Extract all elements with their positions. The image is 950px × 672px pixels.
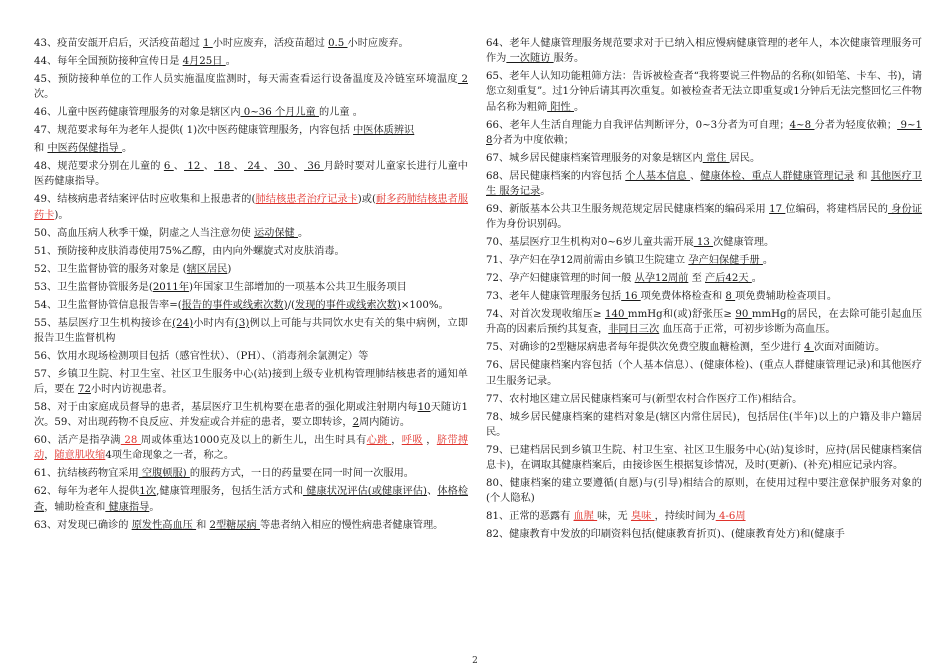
question-text: 74、对首次发现收缩压≥ [486,309,605,321]
question-text: 月龄时要对儿童家长进行儿童中医药健康指导。 [34,161,468,188]
answer-blank: 8 [725,291,736,303]
question-text: 79、已建档居民到乡镇卫生院、村卫生室、社区卫生服务中心(站)复诊时，应持(居民健康档案信息卡)，在调取其健康档案后，由接诊医生根据复诊情况，及时(更新)、(补充)相应记录内容。 [486,444,922,472]
answer-blank: 12 [184,161,204,173]
question-80 [486,476,922,506]
question-text: 76、居民健康档案内容包括（个人基本信息）、(健康体检)、(重点人群健康管理记录)和其他医疗卫生服务记录。 [486,360,922,387]
question-76 [486,358,922,388]
answer-blank: 身份证 [888,204,923,216]
question-text: 46、儿童中医药健康管理服务的对象是辖区内 [34,107,241,119]
question-text: 70、基层医疗卫生机构对0~6岁儿童共需开展 [486,237,694,249]
question-64 [486,36,922,66]
question-text: 项免费辅助检查项目。 [735,291,838,303]
answer-blank: 4-6周 [715,511,746,523]
answer-blank: 2 [352,417,360,429]
question-text: 82、健康教育中发放的印刷资料包括(健康教育折页)、(健康教育处方)和(健康手 [486,529,845,541]
question-text: ， [44,450,55,462]
answer-blank: 9~18 [486,119,922,146]
answer-blank: 10 [417,402,431,414]
answer-blank: 心跳 [366,435,392,447]
answer-blank: 4月25日 [182,56,226,67]
question-text: 53、卫生监督协管服务是( [34,281,153,293]
answer-blank: 健康指导 [105,501,150,513]
question-text: 、 [173,161,185,173]
answer-blank: 常住 [702,152,730,164]
answer-blank: 孕产妇保健手册 [688,255,763,267]
question-44 [34,54,468,69]
question-text: 。 [297,227,309,239]
answer-blank: 健康状况评估(或健康评估) [302,486,427,498]
answer-blank: 其他医疗卫生 服务记录 [486,170,922,198]
answer-blank: 140 [604,309,628,321]
question-text: 、 [203,161,215,173]
question-text: 80、健康档案的建立要遵循(自愿)与(引导)相结合的原则，在使用过程中要注意保护服务对象的(个人隐私) [486,478,922,505]
answer-blank: (24) [172,317,194,329]
page-number: 2 [472,656,478,666]
answer-blank: 一次随访 [506,53,554,65]
question-61 [34,466,468,481]
answer-blank: 产后42天 [705,273,752,285]
question-text: 、 [690,170,701,182]
question-text: 72、孕产妇健康管理的时间一般 [486,273,635,285]
question-text: 43、疫苗安瓿开启后，灭活疫苗超过 [34,38,204,49]
answer-blank: 0~36 个月儿童 [240,107,319,119]
question-text: 项免费体格检查和 [640,291,726,303]
question-text: 。 [573,101,585,113]
answer-blank: 辖区居民 [186,263,228,275]
question-text: 61、抗结核药物宜采用 [34,468,139,480]
question-71 [486,253,922,268]
question-81 [486,509,922,524]
question-75 [486,340,922,355]
answer-blank: 非同日三次 [608,324,660,336]
question-text: 分者为轻度依赖； [814,119,898,131]
answer-blank: 4~8 [789,119,815,131]
answer-blank: 耐多药肺结核患者服药卡 [34,194,469,221]
question-text: 49、结核病患者结案评估时应收集和上报患者的( [34,194,256,206]
question-text: 周或体重达1000克及以上的新生儿，出生时具有 [140,435,367,447]
question-58 [34,400,468,430]
question-text: 的儿童 。 [318,107,363,119]
question-text: 。 [149,501,160,513]
answer-blank: 呼吸 [401,435,423,447]
question-text: /( [287,299,296,311]
question-text: 小时内有 [193,317,235,329]
question-text: 48、规范要求分别在儿童的 [34,161,164,173]
question-text: 和 [196,519,210,531]
answer-blank: 36 [304,161,324,173]
question-text: ，持续时间为 [654,511,716,523]
answer-blank: 运动保健 [253,227,298,239]
question-79 [486,443,922,473]
question-text: 65、老年人认知功能粗筛方法：告诉被检查者“我将要说三件物品的名称(如铅笔、卡车、书)，请您立刻重复”。过1分钟后请其再次重复。如被检查者无法立即重复或1分钟后无法完整回忆三件物品名称为粗筛 [486,71,922,113]
question-text: 次。 [34,89,55,101]
question-text: 分者为中度依赖； [492,134,574,146]
question-57 [34,367,468,397]
question-text: 至 [688,273,706,285]
question-text: 和 [853,170,871,182]
question-77 [486,392,922,407]
question-46 [34,105,468,120]
question-text: 小时内访视患者。 [90,384,173,396]
answer-blank: 随意肌收缩 [54,450,106,462]
left-column [34,36,468,536]
question-text: 50、高血压病人秋季干燥，阴虚之人当注意勿使 [34,227,254,239]
answer-blank: 健康体检、重点人群健康管理记录 [700,170,854,182]
question-text: 、 [293,161,305,173]
question-text: 67、城乡居民健康档案管理服务的对象是辖区内 [486,152,703,164]
answer-blank: 血腥 [573,511,598,523]
question-66 [486,118,922,148]
answer-blank: 肺结核患者治疗记录卡 [255,194,358,206]
question-47b [34,141,468,156]
question-text: ) [227,263,232,275]
question-63 [34,518,468,533]
question-50 [34,226,468,241]
question-text: 。 [751,273,762,285]
question-text: )或( [357,194,376,206]
question-47 [34,123,468,138]
question-text: 、 [427,486,438,498]
question-text: 血压高于正常，可初步诊断为高血压。 [659,324,836,336]
question-62 [34,484,468,514]
answer-blank: 阳性 [547,101,574,113]
question-text: 55、基层医疗卫生机构接诊在 [34,317,173,329]
question-text: 60、活产是指孕满 [34,435,121,447]
question-78 [486,410,922,440]
question-text: 服务。 [553,53,585,65]
answer-blank: 72 [78,384,91,396]
answer-blank: 2型糖尿病 [209,519,260,531]
question-text: 小时应废弃。 [347,38,409,49]
question-55 [34,316,468,346]
answer-blank: 中医体质辨识 [353,125,415,137]
question-text: 54、卫生监督协管信息报告率=( [34,299,182,311]
answer-blank: 中医药保健指导 [47,143,122,155]
answer-blank: 24 [244,161,264,173]
question-text: 69、新版基本公共卫生服务规范规定居民健康档案的编码采用 [486,204,770,216]
answer-blank: 17 [769,204,786,216]
question-text: ， [422,435,437,447]
question-text: 78、城乡居民健康档案的建档对象是(辖区内常住居民)，包括居住(半年)以上的户籍及非户籍居民。 [486,411,922,438]
answer-blank: (3) [234,317,250,329]
question-text: 。 [540,186,551,198]
question-text: 。 [762,255,774,267]
question-text: 次健康管理。 [713,237,775,249]
question-text: 73、老年人健康管理服务包括 [486,291,622,303]
question-text: 例以上可能与共同饮水史有关的集中病例，立即报告卫生监督机构 [34,317,468,344]
question-48 [34,159,468,189]
answer-blank: 16 [621,291,641,303]
question-text: 56、饮用水现场检测项目包括（感官性状）、（PH）、（消毒剂余氯测定）等 [34,350,369,362]
question-text: 周内随访。 [359,417,411,429]
question-text: 45、预防接种单位的工作人员实施温度监测时，每天需查看运行设备温度及冷链室环境温度 [34,74,458,85]
question-text: ， [391,435,402,447]
question-52 [34,262,468,277]
question-60 [34,433,468,463]
question-text: mmHg和(或)舒张压≥ [627,309,736,321]
answer-blank: 0.5 [328,38,348,49]
question-text: mmHg的居民，在去除可能引起血压升高的因素后预约其复查， [486,309,923,336]
question-text: 58、对于由家庭成员督导的患者，基层医疗卫生机构要在患者的强化期或注射期内每 [34,402,418,414]
answer-blank: 报告的事件或线索次数) [181,299,288,311]
question-69 [486,202,922,232]
question-text: 味，无 [597,511,631,523]
question-text: ×100%。 [400,299,449,311]
question-73 [486,289,922,304]
answer-blank: 空腹顿服) [138,468,190,480]
question-text: 居民。 [729,152,761,164]
answer-blank: 4 [804,342,814,354]
question-text: 71、孕产妇在孕12周前需由乡镇卫生院建立 [486,255,689,267]
right-column [486,36,922,545]
question-text: 作为身份识别码。 [486,219,568,231]
question-text: 、 [263,161,275,173]
question-text: 的服药方式，一日的药量要在同一时间一次服用。 [189,468,414,480]
question-72 [486,271,922,286]
question-65 [486,69,922,115]
question-text: 4项生命现象之一者，称之。 [105,450,235,462]
question-text: 小时应废弃，活疫苗超过 [212,38,329,49]
answer-blank: 个人基本信息 [625,170,691,182]
answer-blank: 30 [274,161,294,173]
question-45 [34,72,468,102]
answer-blank: 2 [457,74,468,85]
answer-blank: 发现的事件或线索次数) [295,299,401,311]
question-43 [34,36,468,51]
question-text: 。 [122,143,133,155]
question-text: 。 [225,56,236,67]
answer-blank: 体格检查 [34,486,469,513]
question-text: 75、对确诊的2型糖尿病患者每年提供次免费空腹血糖检测，至少进行 [486,342,805,354]
question-text: 64、老年人健康管理服务规范要求对于已纳入相应慢病健康管理的老年人，本次健康管理服务可作为 [486,38,922,65]
answer-blank: 6 [163,161,174,173]
question-text: 77、农村地区建立居民健康档案可与(新型农村合作医疗工作)相结合。 [486,393,803,405]
question-text: ，辅助检查和 [44,501,106,513]
question-text: 81、正常的恶露有 [486,511,574,523]
answer-blank: 臭味 [630,511,655,523]
question-text: 次面对面随访。 [813,342,886,354]
question-54 [34,298,468,313]
question-text: 68、居民健康档案的内容包括 [486,170,626,182]
question-56 [34,349,468,364]
question-text: 66、老年人生活自理能力自我评估判断评分，0~3分者为可自理； [486,119,790,131]
answer-blank: 90 [735,309,752,321]
question-text: 47、规范要求每年为老年人提供( 1)次中医药健康管理服务，内容包括 [34,125,354,137]
question-text: 52、卫生监督协管的服务对象是 ( [34,263,187,275]
answer-blank: 脐带搏动 [34,435,469,462]
question-text: 57、乡镇卫生院、村卫生室、社区卫生服务中心(站)接到上级专业机构管理肺结核患者的通知单后，要在 [34,368,468,396]
answer-blank: 13 [693,237,714,249]
question-text: 62、每年为老年人提供 [34,486,140,498]
question-text: 51、预防接种皮肤消毒使用75%乙醇，由内向外螺旋式对皮肤消毒。 [34,245,345,257]
question-text: 等患者纳入相应的慢性病患者健康管理。 [260,519,444,531]
question-49 [34,192,468,222]
answer-blank: 1次 [139,486,157,498]
question-82 [486,527,922,542]
answer-blank: 28 [120,435,141,447]
answer-blank: 从孕12周前 [634,273,689,285]
question-text: 位编码，将建档居民的 [785,204,888,216]
question-text: ,健康管理服务，包括生活方式和 [156,486,303,498]
question-text: 63、对发现已确诊的 [34,519,132,531]
question-70 [486,235,922,250]
question-text: 和 [34,143,48,155]
question-68 [486,169,922,199]
question-text: )年国家卫生部增加的一项基本公共卫生服务项目 [188,281,407,293]
answer-blank: 18 [214,161,234,173]
question-text: 、 [233,161,245,173]
question-text: 天随访1次。59、对出现药物不良反应、并发症或合并症的患者，要立即转诊， [34,402,468,429]
answer-blank: 原发性高血压 [131,519,197,531]
question-text: 44、每年全国预防接种宣传日是 [34,56,183,67]
question-51 [34,244,468,259]
question-text: )。 [54,209,69,221]
question-67 [486,151,922,166]
answer-blank: 2011年 [152,281,189,293]
question-53 [34,280,468,295]
answer-blank: 1 [203,38,213,49]
question-74 [486,307,922,337]
